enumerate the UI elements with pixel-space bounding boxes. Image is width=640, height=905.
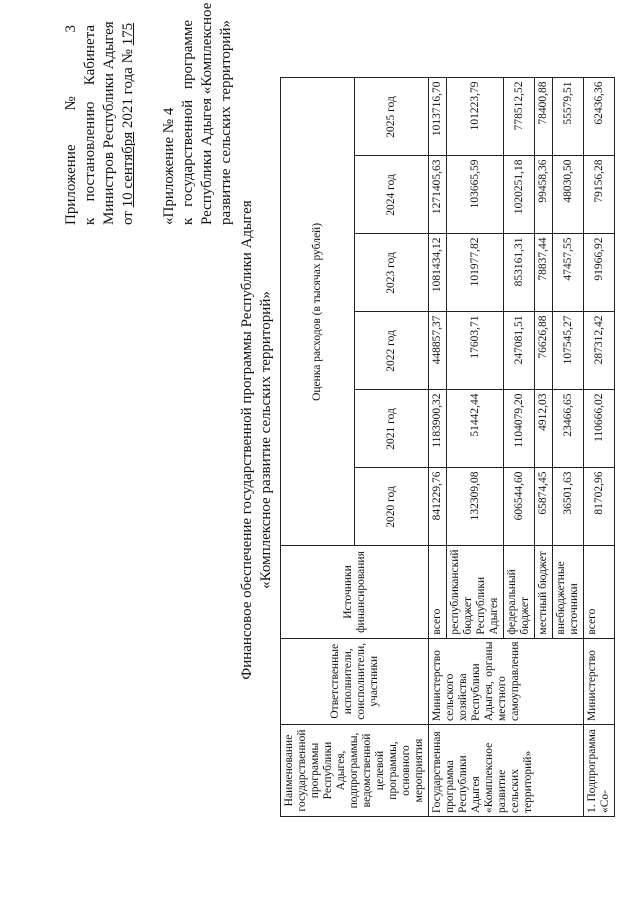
value-cell: 47457,55	[553, 234, 584, 312]
value-cell: 17603,71	[447, 312, 504, 390]
appendix-line: «Приложение № 4	[161, 107, 177, 225]
value-cell: 1183900,32	[429, 390, 447, 468]
title-line-1: Финансовое обеспечение государственной программы Республики Адыгея	[239, 200, 255, 680]
value-cell: 841229,76	[429, 468, 447, 546]
header-year: 2020 год	[355, 468, 429, 546]
financing-table	[280, 77, 615, 817]
appendix-line: к постановлению Кабинета	[82, 25, 98, 225]
value-cell: 132309,08	[447, 468, 504, 546]
header-year: 2023 год	[355, 234, 429, 312]
value-cell: 1013716,70	[429, 78, 447, 156]
program-executor: Министерство сельского хозяйства Республики Адыгея, органы местного самоуправления	[429, 638, 584, 724]
value-cell: 110666,02	[584, 390, 615, 468]
header-year: 2024 год	[355, 156, 429, 234]
value-cell: 778512,52	[504, 78, 535, 156]
document-title	[238, 50, 276, 830]
header-year: 2021 год	[355, 390, 429, 468]
appendix-line: развитие сельских территорий»	[218, 20, 234, 225]
appendix-header-original	[160, 2, 236, 225]
source-cell: местный бюджет	[535, 546, 553, 638]
subprogram-name: 1. Подпрограмма «Со-	[584, 725, 615, 817]
value-cell: 287312,42	[584, 312, 615, 390]
appendix-date: 10 сентября	[120, 131, 136, 208]
value-cell: 48030,50	[553, 156, 584, 234]
title-line-2: «Комплексное развитие сельских территорий»	[258, 291, 274, 589]
appendix-line: к государственной программе	[180, 20, 196, 225]
source-cell: всего	[584, 546, 615, 638]
value-cell: 62436,36	[584, 78, 615, 156]
value-cell: 1271405,63	[429, 156, 447, 234]
value-cell: 1081434,12	[429, 234, 447, 312]
appendix-number: 175	[120, 22, 136, 46]
table-row	[429, 78, 447, 817]
header-name: Наименование государственной программы Республики Адыгея, подпрограммы, ведомственной целевой программы, основного мероприятия	[281, 725, 429, 817]
value-cell: 853161,31	[504, 234, 535, 312]
value-cell: 99458,36	[535, 156, 553, 234]
appendix-line: Республики Адыгея «Комплексное	[199, 2, 215, 225]
appendix-header-current	[62, 21, 138, 225]
subprogram-executor: Министерство	[584, 638, 615, 724]
appendix-date-line	[119, 22, 138, 225]
header-year: 2022 год	[355, 312, 429, 390]
value-cell: 78400,88	[535, 78, 553, 156]
value-cell: 103665,59	[447, 156, 504, 234]
value-cell: 247081,51	[504, 312, 535, 390]
value-cell: 81702,96	[584, 468, 615, 546]
value-cell: 1020251,18	[504, 156, 535, 234]
appendix-from-label: от	[120, 211, 136, 225]
value-cell: 448857,37	[429, 312, 447, 390]
value-cell: 107545,27	[553, 312, 584, 390]
value-cell: 79156,28	[584, 156, 615, 234]
value-cell: 23466,65	[553, 390, 584, 468]
source-cell: всего	[429, 546, 447, 638]
value-cell: 4912,03	[535, 390, 553, 468]
header-sources: Источники финансирования	[281, 546, 429, 638]
value-cell: 101223,79	[447, 78, 504, 156]
header-year: 2025 год	[355, 78, 429, 156]
source-cell: республиканский бюджет Республики Адыгея	[447, 546, 504, 638]
header-executors: Ответственные исполнители, соисполнители, участники	[281, 638, 429, 724]
value-cell: 76626,88	[535, 312, 553, 390]
value-cell: 51442,44	[447, 390, 504, 468]
value-cell: 65874,45	[535, 468, 553, 546]
value-cell: 78837,44	[535, 234, 553, 312]
header-row	[281, 78, 355, 817]
source-cell: федеральный бюджет	[504, 546, 535, 638]
header-estimate: Оценка расходов (в тысячах рублей)	[281, 78, 355, 546]
value-cell: 101977,82	[447, 234, 504, 312]
value-cell: 1104079,20	[504, 390, 535, 468]
value-cell: 606544,60	[504, 468, 535, 546]
value-cell: 36501,63	[553, 468, 584, 546]
table-row	[584, 78, 615, 817]
appendix-year: 2021 года №	[120, 49, 136, 129]
source-cell: внебюджетные источники	[553, 546, 584, 638]
appendix-line: Министров Республики Адыгея	[101, 21, 117, 225]
appendix-line: Приложение № 3	[63, 25, 79, 225]
value-cell: 91966,92	[584, 234, 615, 312]
value-cell: 55579,51	[553, 78, 584, 156]
program-name: Государственная программа Республики Адыгея «Комплексное развитие сельских территорий»	[429, 725, 584, 817]
